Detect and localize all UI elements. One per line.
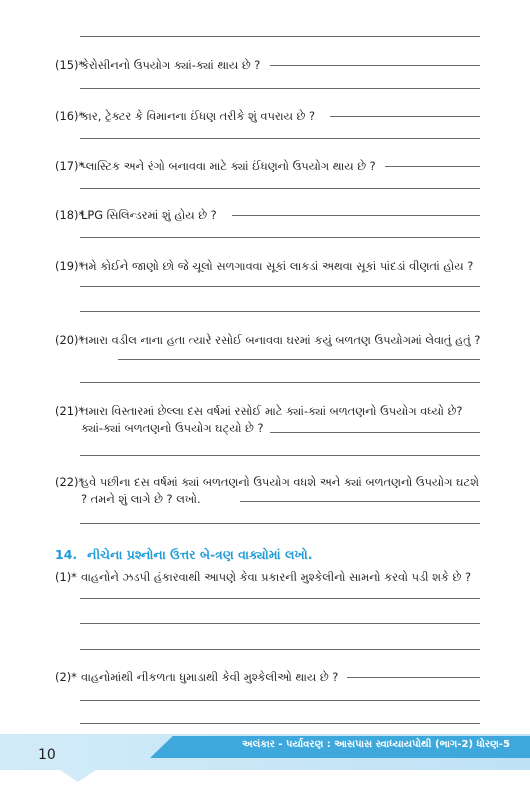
footer-decoration: [60, 770, 96, 782]
section-heading: [55, 547, 313, 563]
answer-line: [347, 677, 480, 678]
answer-line: [80, 36, 480, 37]
answer-line: [240, 501, 480, 502]
question-number: (17)*: [55, 159, 85, 173]
question-text: તમારા વડીલ નાના હતા ત્યારે રસોઈ બનાવવા ઘરમાં કયું બળતણ ઉપયોગમાં લેવાતું હતું ?: [81, 333, 481, 347]
question-text: LPG સિલિન્ડરમાં શું હોય છે ?: [81, 208, 217, 222]
question-number: (1)*: [55, 570, 77, 584]
answer-line: [80, 237, 480, 238]
question-text: વાહનોમાંથી નીકળતા ધુમાડાથી કેવી મુશ્કેલીઓ થાય છે ?: [81, 670, 339, 684]
page-number: 10: [38, 747, 56, 763]
answer-line: [80, 311, 480, 312]
section-number: 14.: [55, 547, 78, 562]
question-text: કાર, ટ્રેક્ટર કે વિમાનના ઈંધણ તરીકે શું વપરાય છે ?: [81, 109, 315, 123]
question-number: (18)*: [55, 208, 85, 222]
answer-line: [80, 88, 480, 89]
answer-line: [80, 138, 480, 139]
question-text: તમે કોઈને જાણો છો જે ચૂલો સળગાવવા સૂકાં લાકડાં અથવા સૂકાં પાંદડાં વીણતાં હોય ?: [81, 259, 474, 273]
answer-line: [80, 623, 480, 624]
question-text: વાહનોને ઝડપી હંકારવાથી આપણે કેવા પ્રકારની મુશ્કેલીનો સામનો કરવો પડી શકે છે ?: [81, 570, 472, 584]
answer-line: [330, 116, 480, 117]
question-number: (19)*: [55, 259, 85, 273]
answer-line: [232, 215, 480, 216]
footer-title: અલંકાર - પર્યાવરણ : આસપાસ સ્વાધ્યાયપોથી (ભાગ-2) ધોરણ-5: [242, 739, 510, 750]
answer-line: [118, 359, 480, 360]
answer-line: [80, 286, 480, 287]
question-text: તમારા વિસ્તારમાં છેલ્લા દસ વર્ષમાં રસોઈ માટે ક્યાં-ક્યાં બળતણનો ઉપયોગ વધ્યો છે? ક્યાં-ક્યાં બળતણનો ઉપયોગ ઘટ્યો છે ?: [81, 404, 463, 435]
answer-line: [80, 455, 480, 456]
answer-line: [80, 598, 480, 599]
question-text: પ્લાસ્ટિક અને રંગો બનાવવા માટે ક્યાં ઈંધણનો ઉપયોગ થાય છે ?: [81, 159, 376, 173]
question-number: (2)*: [55, 670, 77, 684]
question-number: (22)*: [55, 475, 85, 489]
section-title: નીચેના પ્રશ્નોના ઉત્તર બે-ત્રણ વાક્યોમાં લખો.: [87, 547, 313, 562]
answer-line: [80, 382, 480, 383]
answer-line: [270, 65, 480, 66]
answer-line: [80, 700, 480, 701]
question-text: હવે પછીના દસ વર્ષમાં ક્યાં બળતણનો ઉપયોગ વધશે અને ક્યાં બળતણનો ઉપયોગ ઘટશે ? તમને શું લાગે છે ? લખો.: [81, 475, 479, 506]
question-number: (20)*: [55, 333, 85, 347]
answer-line: [80, 649, 480, 650]
question-text: કેરોસીનનો ઉપયોગ ક્યાં-ક્યાં થાય છે ?: [81, 58, 261, 72]
question-number: (16)*: [55, 109, 85, 123]
answer-line: [80, 723, 480, 724]
answer-line: [385, 166, 480, 167]
answer-line: [80, 523, 480, 524]
answer-line: [80, 188, 480, 189]
question-number: (15)*: [55, 58, 85, 72]
question-number: (21)*: [55, 404, 85, 418]
answer-line: [270, 432, 480, 433]
